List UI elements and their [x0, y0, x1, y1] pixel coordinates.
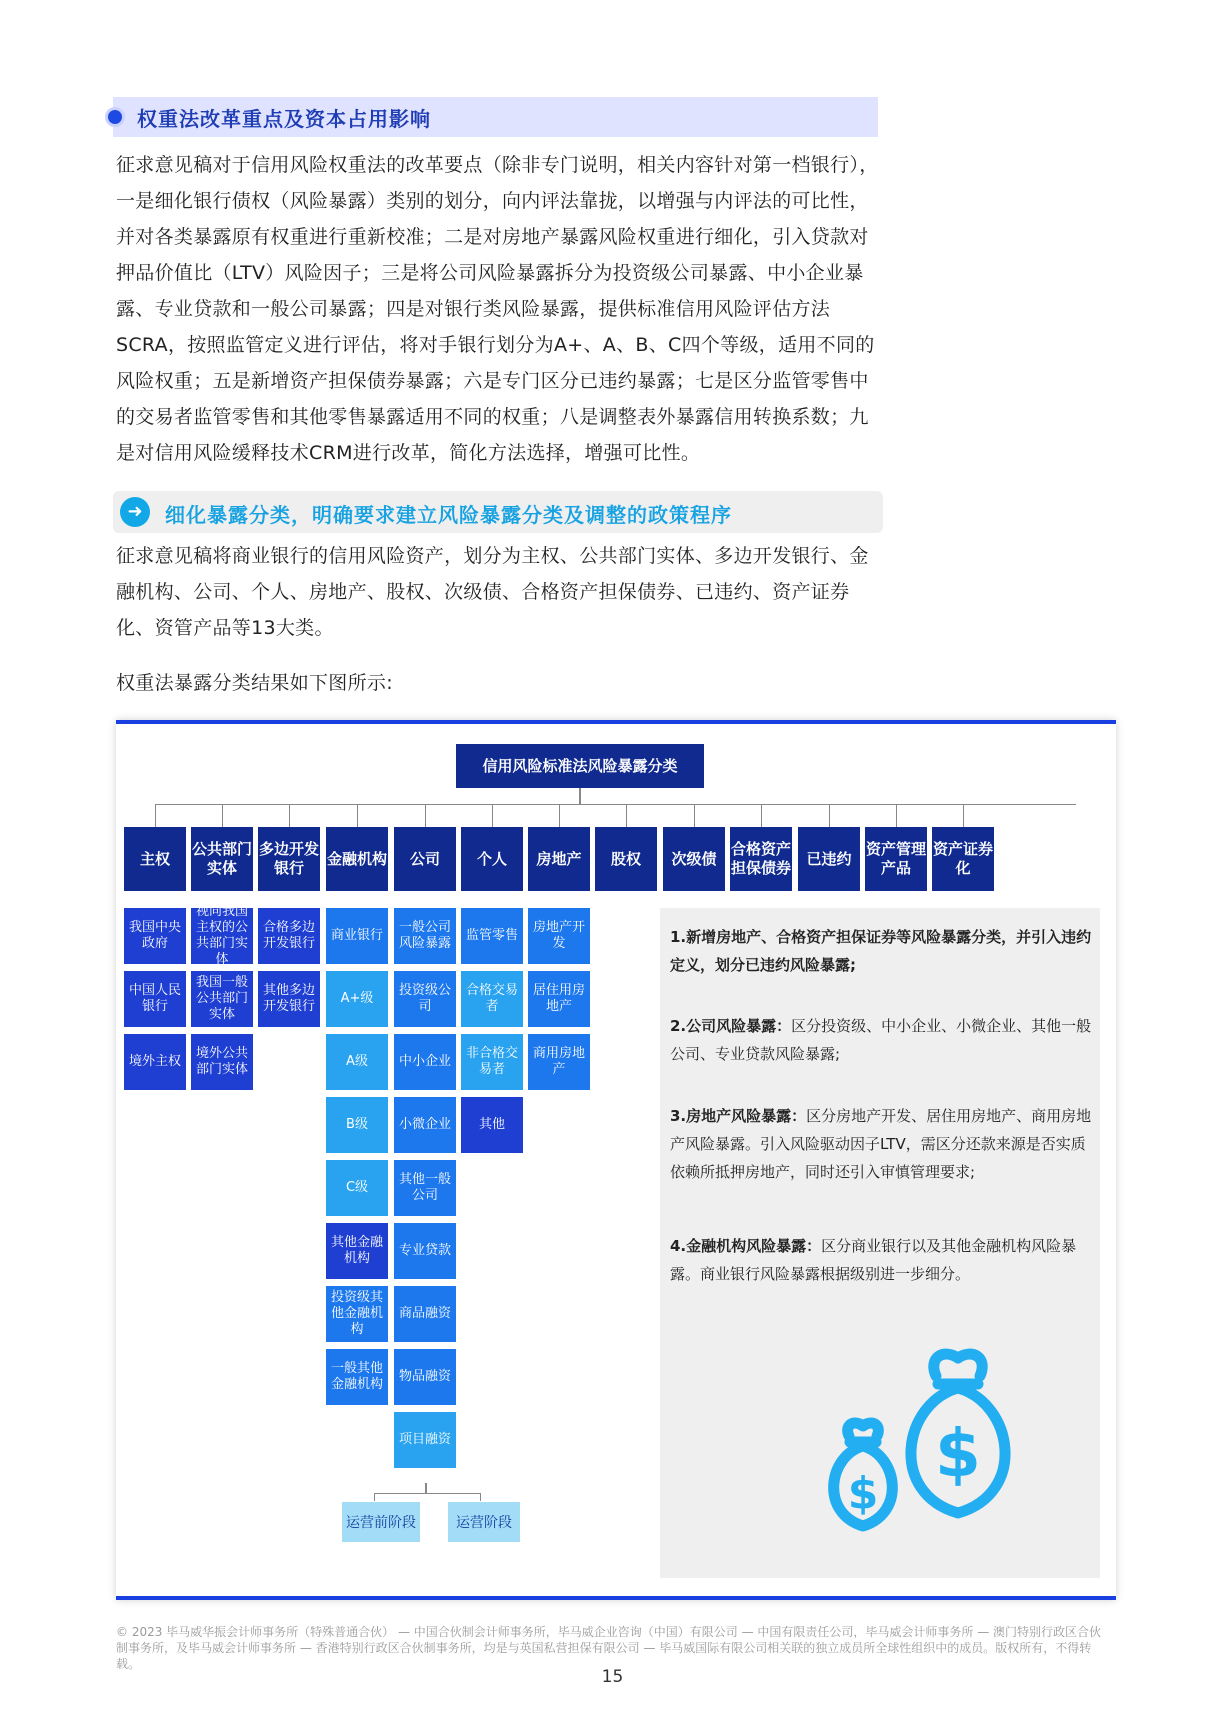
category-7: 股权	[595, 827, 657, 891]
financial-item: C级	[326, 1160, 388, 1216]
connector	[492, 804, 493, 827]
connector	[896, 804, 897, 827]
connector	[222, 804, 223, 827]
connector	[559, 804, 560, 827]
category-8: 次级债	[663, 827, 725, 891]
sovereign-item: 境外主权	[124, 1034, 186, 1090]
category-6: 房地产	[528, 827, 590, 891]
individual-item: 合格交易者	[461, 971, 523, 1027]
page-number: 15	[601, 1667, 624, 1687]
stage-operation: 运营阶段	[448, 1502, 520, 1542]
section-header-capital-impact	[113, 97, 878, 137]
exposure-classification-diagram	[116, 720, 1116, 1600]
sovereign-item: 我国中央政府	[124, 908, 186, 964]
individual-item: 监管零售	[461, 908, 523, 964]
connector	[289, 804, 290, 827]
financial-item: 一般其他金融机构	[326, 1349, 388, 1405]
arrow-icon: ➜	[120, 497, 150, 527]
corporate-item: 投资级公司	[394, 971, 456, 1027]
real-estate-item: 房地产开发	[528, 908, 590, 964]
financial-item: 商业银行	[326, 908, 388, 964]
connector	[579, 788, 581, 804]
corporate-item: 物品融资	[394, 1349, 456, 1405]
financial-item: 其他金融机构	[326, 1223, 388, 1279]
paragraph-figure-intro: 权重法暴露分类结果如下图所示:	[116, 672, 393, 694]
connector	[425, 804, 426, 827]
category-0: 主权	[124, 827, 186, 891]
top-accent-bar	[116, 720, 1116, 724]
category-9: 合格资产担保债券	[730, 827, 792, 891]
svg-text:$: $	[847, 1468, 879, 1519]
connector	[480, 1493, 481, 1501]
connector	[156, 804, 1076, 805]
paragraph-reform-points: 征求意见稿对于信用风险权重法的改革要点（除非专门说明，相关内容针对第一档银行），一是细化银行债权（风险暴露）类别的划分，向内评法靠拢，以增强与内评法的可比性，并对各类暴露原有权重进行重新校准；二是对房地产暴露风险权重进行细化，引入贷款对押品价值比（LTV）风险因子；三是将公司风险暴露拆分为投资级公司暴露、中小企业暴露、专业贷款和一般公司暴露；四是对银行类风险暴露，提供标准信用风险评估方法SCRA，按照监管定义进行评估，将对手银行划分为A+、A、B、C四个等级，适用不同的风险权重；五是新增资产担保债券暴露；六是专门区分已违约暴露；七是区分监管零售中的交易者监管零售和其他零售暴露适用不同的权重；八是调整表外暴露信用转换系数；九是对信用风险缓释技术CRM进行改革，简化方法选择，增强可比性。	[116, 154, 879, 464]
category-11: 资产管理产品	[865, 827, 927, 891]
corporate-item: 项目融资	[394, 1412, 456, 1468]
category-12: 资产证券化	[932, 827, 994, 891]
corporate-item: 小微企业	[394, 1097, 456, 1153]
mdb-item: 其他多边开发银行	[258, 971, 320, 1027]
individual-item: 非合格交易者	[461, 1034, 523, 1090]
corporate-item: 一般公司风险暴露	[394, 908, 456, 964]
corporate-item: 专业贷款	[394, 1223, 456, 1279]
note-4: 4.金融机构风险暴露：区分商业银行以及其他金融机构风险暴露。商业银行风险暴露根据级别进一步细分。	[670, 1237, 1077, 1283]
financial-item: A+级	[326, 971, 388, 1027]
root-node: 信用风险标准法风险暴露分类	[456, 744, 704, 788]
category-3: 金融机构	[326, 827, 388, 891]
section-title: 权重法改革重点及资本占用影响	[137, 107, 431, 131]
connector	[425, 1483, 427, 1493]
stage-pre-operation: 运营前阶段	[342, 1502, 420, 1542]
money-bag-icon	[808, 1318, 1046, 1538]
section-title: 细化暴露分类，明确要求建立风险暴露分类及调整的政策程序	[165, 503, 732, 527]
corporate-item: 中小企业	[394, 1034, 456, 1090]
category-10: 已违约	[798, 827, 860, 891]
footer-legal: © 2023 毕马威华振会计师事务所（特殊普通合伙） — 中国合伙制会计师事务所，毕马威企业咨询（中国）有限公司 — 中国有限责任公司，毕马威会计师事务所 — 澳门特别行政区合伙制事务所，及毕马威会计师事务所 — 香港特别行政区合伙制事务所，均是与英国私营担保有限公司 — 毕马威国际有限公司相关联的独立成员所全球性组织中的成员。版权所有，不得转载。	[116, 1625, 1102, 1671]
public-sector-item: 我国一般公共部门实体	[191, 971, 253, 1027]
public-sector-item: 境外公共部门实体	[191, 1034, 253, 1090]
section-header-exposure-classification	[113, 491, 883, 533]
connector	[761, 804, 762, 827]
category-4: 公司	[394, 827, 456, 891]
connector	[694, 804, 695, 827]
connector	[374, 1493, 375, 1501]
svg-text:$: $	[935, 1415, 981, 1492]
mdb-item: 合格多边开发银行	[258, 908, 320, 964]
notes-panel	[660, 908, 1100, 1578]
real-estate-item: 居住用房地产	[528, 971, 590, 1027]
financial-item: A级	[326, 1034, 388, 1090]
public-sector-item: 视同我国主权的公共部门实体	[191, 908, 253, 964]
note-1: 1.新增房地产、合格资产担保证券等风险暴露分类，并引入违约定义，划分已违约风险暴露;	[670, 928, 1092, 974]
sovereign-item: 中国人民银行	[124, 971, 186, 1027]
financial-item: 投资级其他金融机构	[326, 1286, 388, 1342]
paragraph-classification: 征求意见稿将商业银行的信用风险资产，划分为主权、公共部门实体、多边开发银行、金融机构、公司、个人、房地产、股权、次级债、合格资产担保债券、已违约、资产证券化、资管产品等13大类。	[116, 545, 869, 639]
financial-item: B级	[326, 1097, 388, 1153]
connector	[829, 804, 830, 827]
bullet-dot-icon	[105, 107, 125, 127]
category-1: 公共部门实体	[191, 827, 253, 891]
corporate-item: 商品融资	[394, 1286, 456, 1342]
real-estate-item: 商用房地产	[528, 1034, 590, 1090]
corporate-item: 其他一般公司	[394, 1160, 456, 1216]
connector	[374, 1493, 481, 1494]
category-2: 多边开发银行	[258, 827, 320, 891]
bottom-accent-bar	[116, 1596, 1116, 1600]
connector	[626, 804, 627, 827]
connector	[963, 804, 964, 827]
connector	[155, 804, 156, 827]
individual-item: 其他	[461, 1097, 523, 1153]
connector	[357, 804, 358, 827]
category-5: 个人	[461, 827, 523, 891]
note-3: 3.房地产风险暴露：区分房地产开发、居住用房地产、商用房地产风险暴露。引入风险驱动因子LTV，需区分还款来源是否实质依赖所抵押房地产，同时还引入审慎管理要求;	[670, 1107, 1092, 1181]
note-2: 2.公司风险暴露：区分投资级、中小企业、小微企业、其他一般公司、专业贷款风险暴露;	[670, 1017, 1092, 1063]
